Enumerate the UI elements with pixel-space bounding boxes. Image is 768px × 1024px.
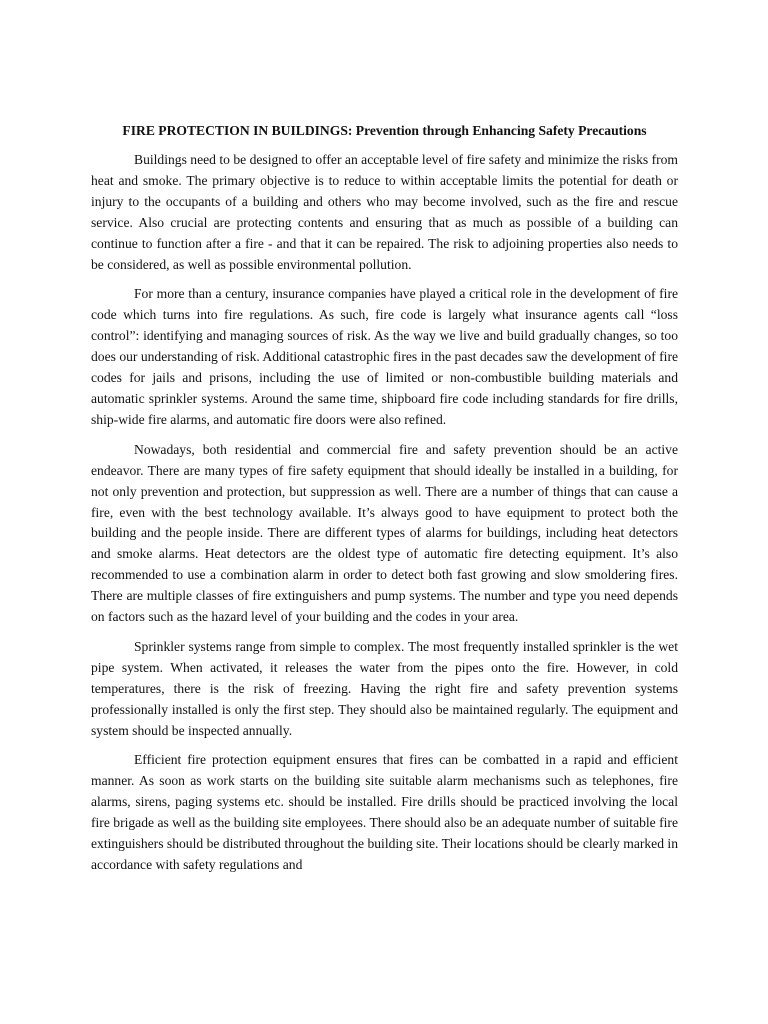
paragraph-intro: Buildings need to be designed to offer an acceptable level of fire safety and minimize the risks from heat and smoke. The primary objective is to reduce to within acceptable limits the potential for death or injury to the occupants of a building and others who may become involved, such as the fire and rescue service. Also crucial are protecting contents and ensuring that as much as possible of a building can continue to function after a fire - and that it can be repaired. The risk to adjoining properties also needs to be considered, as well as possible environmental pollution. <box>91 152 678 272</box>
paragraph-sprinkler-systems: Sprinkler systems range from simple to complex. The most frequently installed sprinkler is the wet pipe system. When activated, it releases the water from the pipes onto the fire. However, in cold temperatures, there is the risk of freezing. Having the right fire and safety prevention systems professionally installed is only the first step. They should also be maintained regularly. The equipment and system should be inspected annually. <box>91 638 678 738</box>
paragraph-insurance-history: For more than a century, insurance companies have played a critical role in the development of fire code which turns into fire regulations. As such, fire code is largely what insurance agents call “loss control”: identifying and managing sources of risk. As the way we live and build gradually changes, so too does our understanding of risk. Additional catastrophic fires in the past decades saw the development of fire codes for jails and prisons, including the use of limited or non-combustible building materials and automatic sprinkler systems. Around the same time, shipboard fire code including standards for fire drills, ship-wide fire alarms, and automatic fire doors were also refined. <box>91 286 679 427</box>
document-page <box>91 121 678 885</box>
paragraph-prevention-equipment: Nowadays, both residential and commercial fire and safety prevention should be an active endeavor. There are many types of fire safety equipment that should ideally be installed in a building, for not only prevention and protection, but suppression as well. There are a number of things that can cause a fire, even with the best technology available. It’s always good to have equipment to protect both the building and the people inside. There are different types of alarms for buildings, including heat detectors and smoke alarms. Heat detectors are the oldest type of automatic fire detecting equipment. It’s also recommended to use a combination alarm in order to detect both fast growing and slow smoldering fires. There are multiple classes of fire extinguishers and pump systems. The number and type you need depends on factors such as the hazard level of your building and the codes in your area. <box>91 441 678 625</box>
document-title: FIRE PROTECTION IN BUILDINGS: Prevention through Enhancing Safety Precautions <box>122 123 647 138</box>
paragraph-building-site: Efficient fire protection equipment ensures that fires can be combatted in a rapid and efficient manner. As soon as work starts on the building site suitable alarm mechanisms such as telephones, fire alarms, sirens, paging systems etc. should be installed. Fire drills should be practiced involving the local fire brigade as well as the building site employees. There should also be an adequate number of suitable fire extinguishers should be distributed throughout the building site. Their locations should be clearly marked in accordance with safety regulations and <box>91 752 678 872</box>
